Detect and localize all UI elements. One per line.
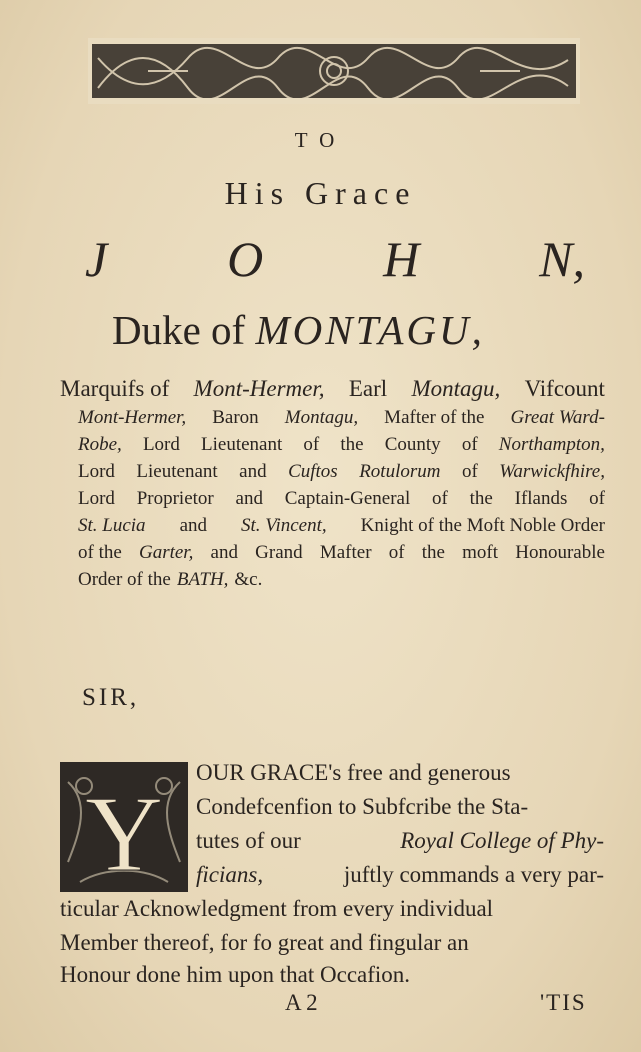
titles-line bbox=[78, 485, 605, 512]
body-text: OUR GRACE's free and generous bbox=[196, 760, 511, 785]
title-word: and bbox=[210, 542, 238, 563]
title-word: of bbox=[432, 488, 448, 509]
title-word: of the bbox=[78, 542, 122, 563]
title-word: Montagu, bbox=[284, 407, 359, 428]
title-word: the bbox=[421, 542, 445, 563]
body-text-italic: Royal College of Phy- bbox=[400, 828, 604, 853]
title-word: Lord bbox=[142, 434, 180, 455]
title-word: Warwickfhire, bbox=[499, 461, 605, 482]
title-word: of bbox=[303, 434, 320, 455]
titles-line bbox=[60, 374, 605, 404]
titles-line bbox=[78, 566, 605, 593]
signature-mark: A 2 bbox=[285, 990, 318, 1015]
duke-name: MONTAGU, bbox=[255, 307, 485, 353]
body-text: Honour done him upon that Occafion. bbox=[60, 962, 411, 987]
body-text: tutes of our bbox=[196, 828, 301, 853]
dedication-to: TO bbox=[294, 128, 347, 152]
body-line-1 bbox=[196, 760, 604, 786]
title-word: of bbox=[589, 488, 605, 509]
titles-line bbox=[78, 539, 605, 566]
title-word: Rotulorum bbox=[359, 461, 441, 482]
title-word: Iflands bbox=[514, 488, 568, 509]
duke-title bbox=[112, 306, 485, 354]
letter-h: H bbox=[383, 231, 420, 287]
drop-cap-ornament bbox=[60, 762, 188, 892]
titles-paragraph bbox=[60, 374, 605, 593]
letter-j: J bbox=[85, 231, 108, 287]
title-word: Captain-General bbox=[284, 488, 411, 509]
body-text: ticular Acknowledgment from every individual bbox=[60, 896, 494, 921]
titles-line bbox=[78, 431, 605, 458]
letter-n: N, bbox=[539, 231, 585, 287]
title-word: Grand bbox=[255, 542, 303, 563]
title-word: and bbox=[179, 515, 207, 536]
titles-line bbox=[78, 458, 605, 485]
title-word: Cuftos bbox=[288, 461, 338, 482]
title-word: Robe, bbox=[78, 434, 122, 455]
title-word: Mafter of the bbox=[384, 407, 485, 428]
title-word: Montagu, bbox=[411, 376, 501, 401]
title-word: of bbox=[461, 434, 478, 455]
title-word: the bbox=[340, 434, 364, 455]
title-word: Garter, bbox=[138, 542, 194, 563]
ornamental-headpiece bbox=[88, 38, 580, 104]
title-word: St. Lucia bbox=[78, 515, 146, 536]
title-word: the bbox=[469, 488, 493, 509]
title-word: Vifcount bbox=[524, 376, 605, 401]
body-text: juftly commands a very par- bbox=[343, 862, 604, 887]
title-word: Lieutenant bbox=[201, 434, 283, 455]
title-word: Marquifs of bbox=[60, 376, 170, 401]
title-word: moft bbox=[462, 542, 499, 563]
title-word: Proprietor bbox=[136, 488, 214, 509]
titles-line bbox=[78, 512, 605, 539]
title-word: Knight of the Moft Noble Order bbox=[360, 515, 605, 536]
name-john bbox=[85, 230, 585, 288]
body-text-italic: ficians, bbox=[196, 862, 264, 887]
title-word: BATH, bbox=[176, 569, 229, 590]
titles-line bbox=[78, 404, 605, 431]
title-word: Lord bbox=[78, 461, 115, 482]
title-word: Order of the bbox=[78, 569, 171, 590]
title-word: of bbox=[388, 542, 405, 563]
letter-o: O bbox=[227, 231, 264, 287]
title-word: and bbox=[235, 488, 263, 509]
body-line-6 bbox=[60, 930, 605, 956]
salutation: SIR, bbox=[82, 684, 140, 711]
body-line-3 bbox=[196, 828, 604, 854]
his-grace-heading: His Grace bbox=[224, 175, 417, 211]
title-word: County bbox=[384, 434, 441, 455]
title-word: Lieutenant bbox=[136, 461, 218, 482]
title-word: Great Ward- bbox=[510, 407, 605, 428]
title-word: Mont-Hermer, bbox=[193, 376, 325, 401]
catchword: 'TIS bbox=[540, 990, 587, 1015]
body-text: Condefcenfion to Subfcribe the Sta- bbox=[196, 794, 529, 819]
title-word: and bbox=[239, 461, 267, 482]
body-line-5 bbox=[60, 896, 605, 922]
title-word: Honourable bbox=[515, 542, 605, 563]
drop-cap-letter: Y bbox=[85, 775, 163, 892]
title-word: Mafter bbox=[319, 542, 372, 563]
body-line-2 bbox=[196, 794, 604, 820]
title-word: Mont-Hermer, bbox=[78, 407, 187, 428]
title-word: &c. bbox=[234, 569, 263, 590]
title-word: Lord bbox=[78, 488, 115, 509]
title-word: Baron bbox=[212, 407, 259, 428]
body-line-7 bbox=[60, 962, 605, 988]
body-text: Member thereof, for fo great and fingular an bbox=[60, 930, 469, 955]
duke-prefix: Duke of bbox=[112, 307, 246, 353]
title-word: of bbox=[461, 461, 478, 482]
title-word: Earl bbox=[348, 376, 388, 401]
title-word: Northampton, bbox=[498, 434, 605, 455]
title-word: St. Vincent, bbox=[241, 515, 327, 536]
body-line-4 bbox=[196, 862, 604, 888]
